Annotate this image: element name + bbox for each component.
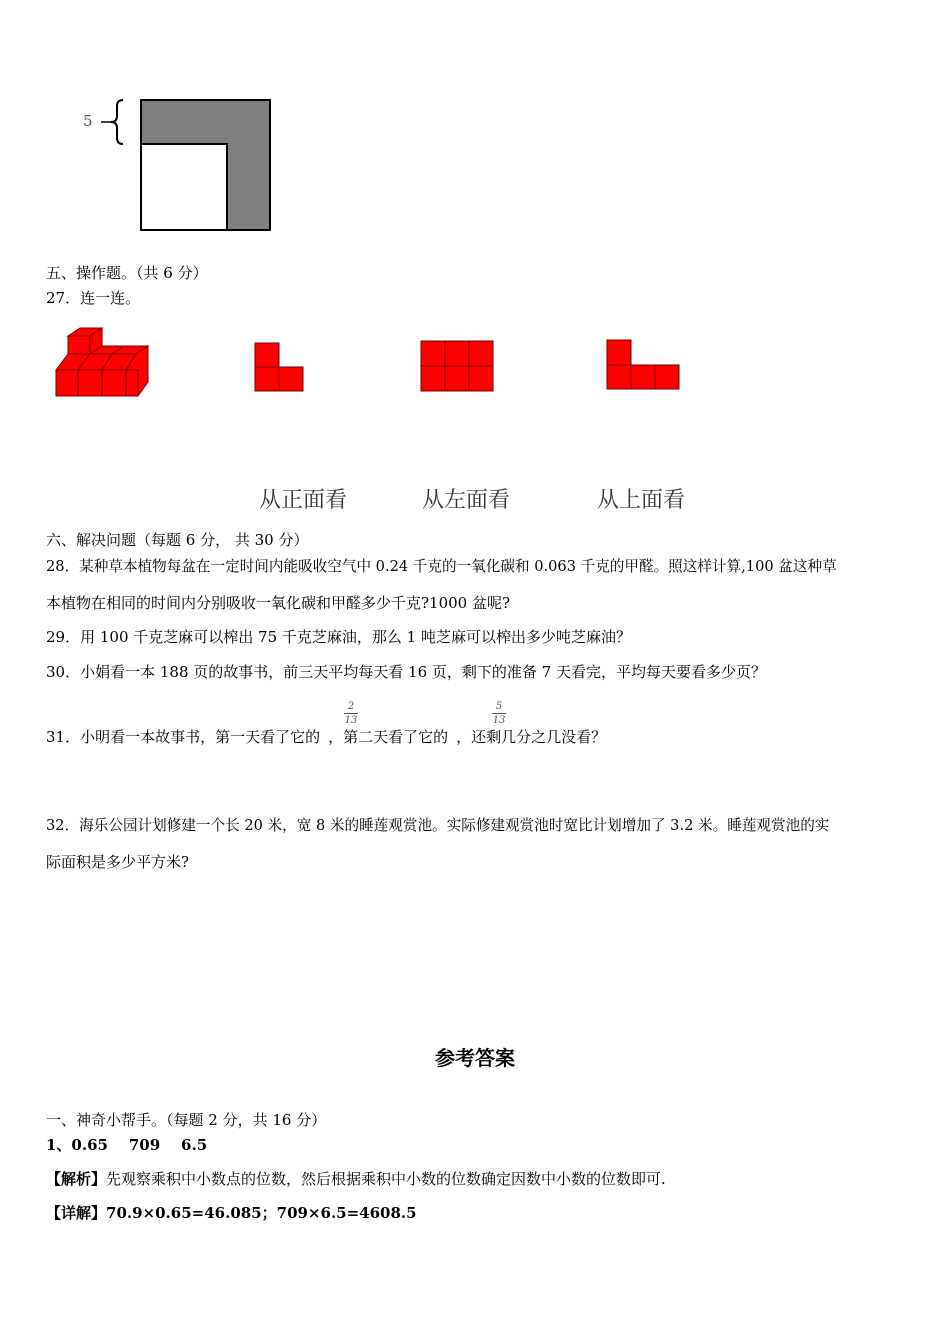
answer-1: 1、0.65 709 6.5 [46, 1136, 208, 1154]
view-label-front: 从正面看 [259, 488, 348, 513]
analysis-text: 先观察乘积中小数点的位数，然后根据乘积中小数的位数确定因数中小数的位数即可. [106, 1170, 666, 1188]
view-label-left: 从左面看 [422, 488, 511, 513]
detail-text: 70.9×0.65=46.085；709×6.5=4608.5 [106, 1204, 417, 1222]
label-5: 5 [83, 112, 93, 130]
answers-title: 参考答案 [435, 1046, 515, 1070]
answers-section1: 一、神奇小帮手。（每题 2 分，共 16 分） [46, 1111, 327, 1129]
inner-square [141, 144, 227, 230]
q28-line1: 28．某种草本植物每盆在一定时间内能吸收空气中 0.24 千克的一氧化碳和 0.063 千克的甲醛。照这样计算,100 盆这种草 [46, 558, 837, 575]
view-shape-1 [254, 342, 306, 392]
view-shape-2 [420, 340, 494, 392]
q32-line1: 32．海乐公园计划修建一个长 20 米，宽 8 米的睡莲观赏池。实际修建观赏池时宽比计划增加了 3.2 米。睡莲观赏池的实 [46, 817, 830, 834]
q32-line2: 际面积是多少平方米? [46, 853, 190, 871]
section6-title: 六、解决问题（每题 6 分， 共 30 分） [46, 531, 309, 549]
view-label-top: 从上面看 [597, 488, 686, 513]
q30-text: 30．小娟看一本 188 页的故事书，前三天平均每天看 16 页，剩下的准备 7 天看完，平均每天要看多少页？ [46, 663, 766, 681]
view-shape-3 [606, 339, 680, 391]
q31-line [46, 726, 606, 747]
cube-solid [52, 326, 152, 400]
detail-tag: 【详解】 [46, 1204, 107, 1222]
q31-fraction-1: 2 13 [344, 701, 358, 726]
q31-part2: ，第二天看了它的 [328, 728, 449, 746]
bracket-mark [111, 100, 123, 144]
square-figure [95, 96, 275, 234]
answer-analysis [46, 1168, 666, 1189]
q31-part1: 31．小明看一本故事书，第一天看了它的 [46, 728, 321, 746]
q27-text: 27．连一连。 [46, 289, 141, 307]
q31-part3: ，还剩几分之几没看？ [456, 728, 607, 746]
answer-detail [46, 1202, 417, 1223]
q31-fraction-2: 5 13 [492, 701, 506, 726]
section5-title: 五、操作题。（共 6 分） [46, 264, 208, 282]
analysis-tag: 【解析】 [46, 1170, 107, 1188]
q29-text: 29．用 100 千克芝麻可以榨出 75 千克芝麻油，那么 1 吨芝麻可以榨出多少吨芝麻油？ [46, 628, 631, 646]
q28-line2: 本植物在相同的时间内分别吸收一氧化碳和甲醛多少千克?1000 盆呢? [46, 594, 511, 612]
